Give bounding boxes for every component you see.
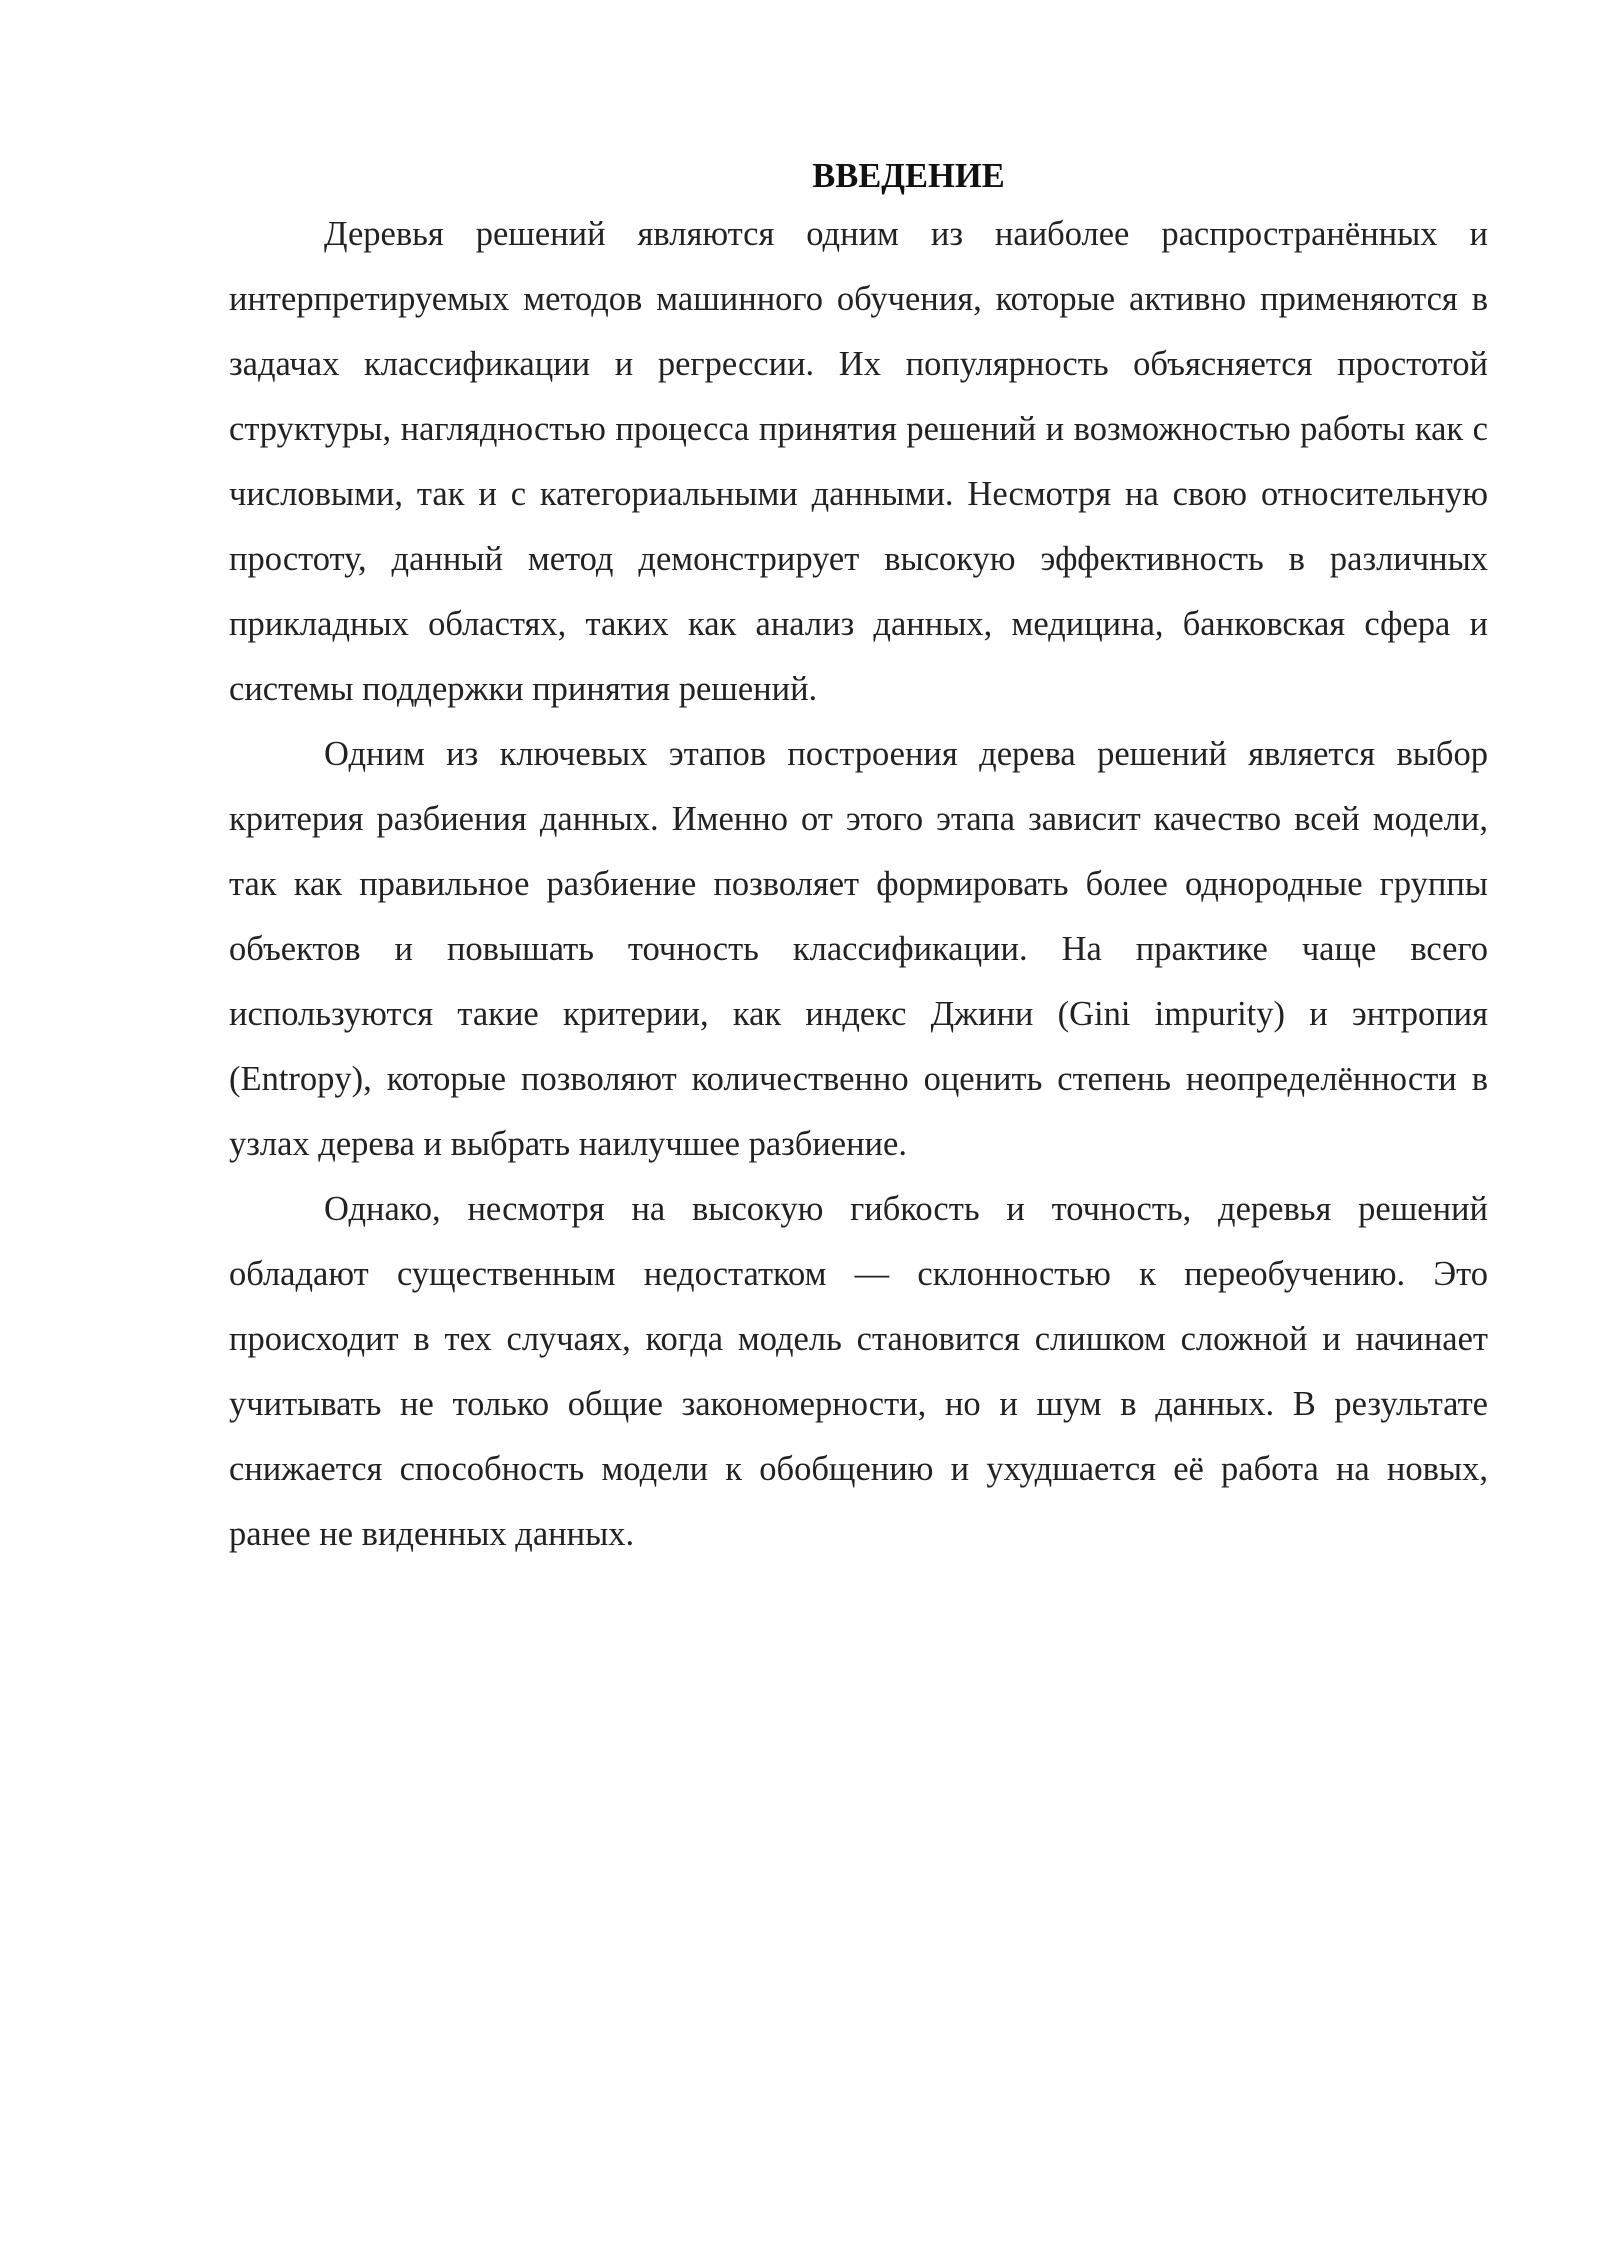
paragraph-split-criteria: Одним из ключевых этапов построения дерева решений является выбор критерия разбиения данных. Именно от этого этапа зависит качество всей модели, так как правильное разбиение позволяет формировать более однородные группы объектов и повышать точность классификации. На практике чаще всего используются такие критерии, как индекс Джини (Gini impurity) и энтропия (Entropy), которые позволяют количественно оценить степень неопределённости в узлах дерева и выбрать наилучшее разбиение. (229, 735, 1488, 1163)
paragraph-overfitting: Однако, несмотря на высокую гибкость и точность, деревья решений обладают существенным недостатком — склонностью к переобучению. Это происходит в тех случаях, когда модель становится слишком сложной и начинает учитывать не только общие закономерности, но и шум в данных. В результате снижается способность модели к обобщению и ухудшается её работа на новых, ранее не виденных данных. (229, 1190, 1488, 1553)
section-title: ВВЕДЕНИЕ (812, 157, 1005, 195)
paragraph-intro: Деревья решений являются одним из наиболее распространённых и интерпретируемых методов машинного обучения, которые активно применяются в задачах классификации и регрессии. Их популярность объясняется простотой структуры, наглядностью процесса принятия решений и возможностью работы как с числовыми, так и с категориальными данными. Несмотря на свою относительную простоту, данный метод демонстрирует высокую эффективность в различных прикладных областях, таких как анализ данных, медицина, банковская сфера и системы поддержки принятия решений. (229, 215, 1488, 708)
document-body (229, 150, 1488, 1567)
